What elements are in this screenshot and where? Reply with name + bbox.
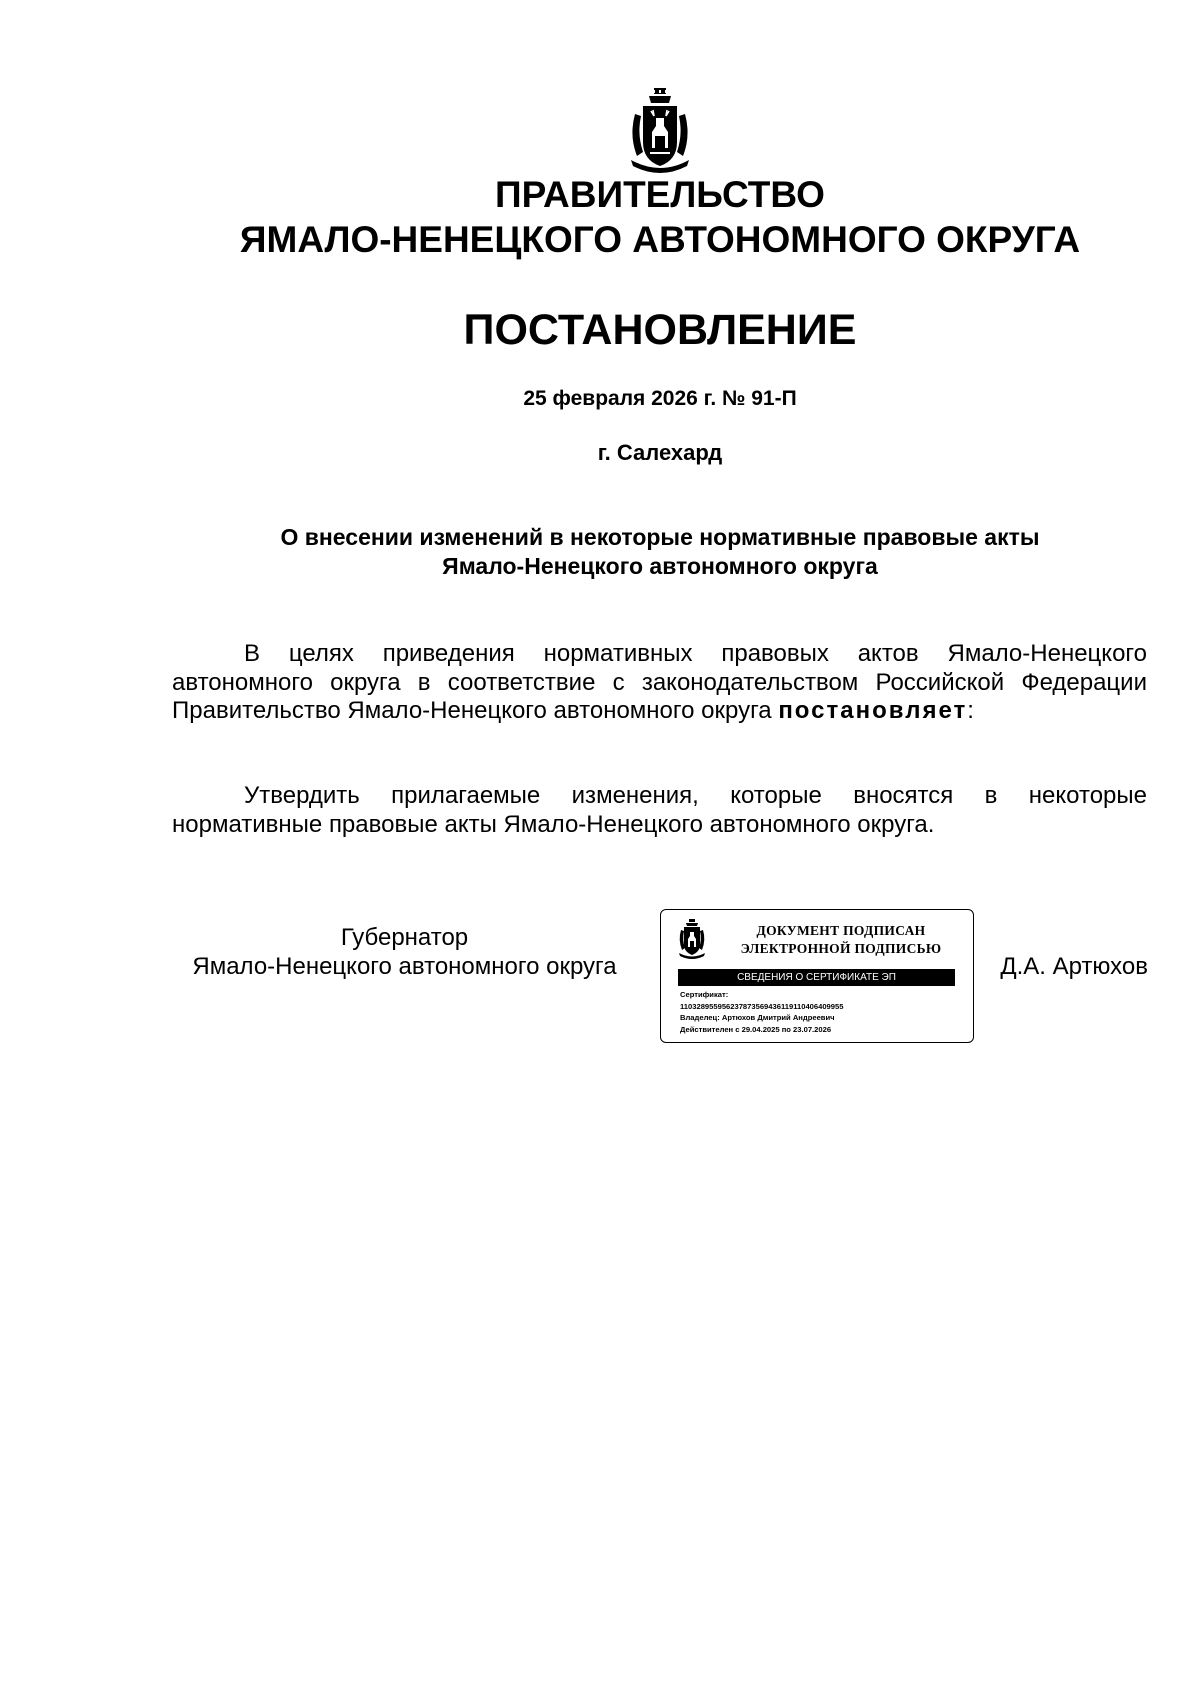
certificate-validity: Действителен с 29.04.2025 по 23.07.2026	[680, 1024, 832, 1034]
preamble-paragraph	[172, 640, 1147, 726]
certificate-info-bar: СВЕДЕНИЯ О СЕРТИФИКАТЕ ЭП	[678, 969, 955, 986]
stamp-heading-line2: ЭЛЕКТРОННОЙ ПОДПИСЬЮ	[740, 941, 942, 956]
resolves-keyword: постановляет	[778, 697, 968, 724]
certificate-label: Сертификат:	[680, 990, 729, 999]
coat-of-arms-icon	[625, 86, 695, 176]
document-subject	[170, 523, 1150, 581]
coat-of-arms-icon	[677, 918, 707, 960]
signatory-name: Д.А. Артюхов	[1000, 953, 1148, 980]
org-title-line1: ПРАВИТЕЛЬСТВО	[495, 174, 825, 215]
org-title-line2: ЯМАЛО-НЕНЕЦКОГО АВТОНОМНОГО ОКРУГА	[239, 219, 1081, 260]
subject-line2: Ямало-Ненецкого автономного округа	[442, 553, 878, 579]
preamble-text: В целях приведения нормативных правовых актов Ямало-Ненецкого автономного округа в соответствие с законодательством Российской Федерации Правительство Ямало-Ненецкого автономного округа	[172, 640, 1147, 724]
certificate-number: 11032895595623787356943611911040640995​5	[680, 1001, 844, 1011]
document-type: ПОСТАНОВЛЕНИЕ	[463, 306, 857, 354]
operative-paragraph	[172, 782, 1147, 839]
signatory-title	[172, 923, 637, 981]
electronic-signature-stamp	[660, 909, 974, 1043]
certificate-owner: Владелец: Артюхов Дмитрий Андреевич	[680, 1013, 835, 1022]
document-city: г. Салехард	[597, 440, 723, 465]
signatory-title-line1: Губернатор	[340, 924, 469, 951]
signatory-title-line2: Ямало-Ненецкого автономного округа	[192, 953, 617, 980]
certificate-details	[680, 989, 965, 1035]
stamp-heading-line1: ДОКУМЕНТ ПОДПИСАН	[756, 923, 926, 938]
preamble-colon: :	[967, 697, 974, 724]
subject-line1: О внесении изменений в некоторые нормативные правовые акты	[280, 524, 1040, 550]
stamp-heading	[717, 922, 965, 958]
document-date-number: 25 февраля 2026 г. № 91-П	[523, 387, 797, 410]
operative-text: Утвердить прилагаемые изменения, которые вносятся в некоторые нормативные правовые акты Ямало-Ненецкого автономного округа.	[172, 782, 1147, 838]
